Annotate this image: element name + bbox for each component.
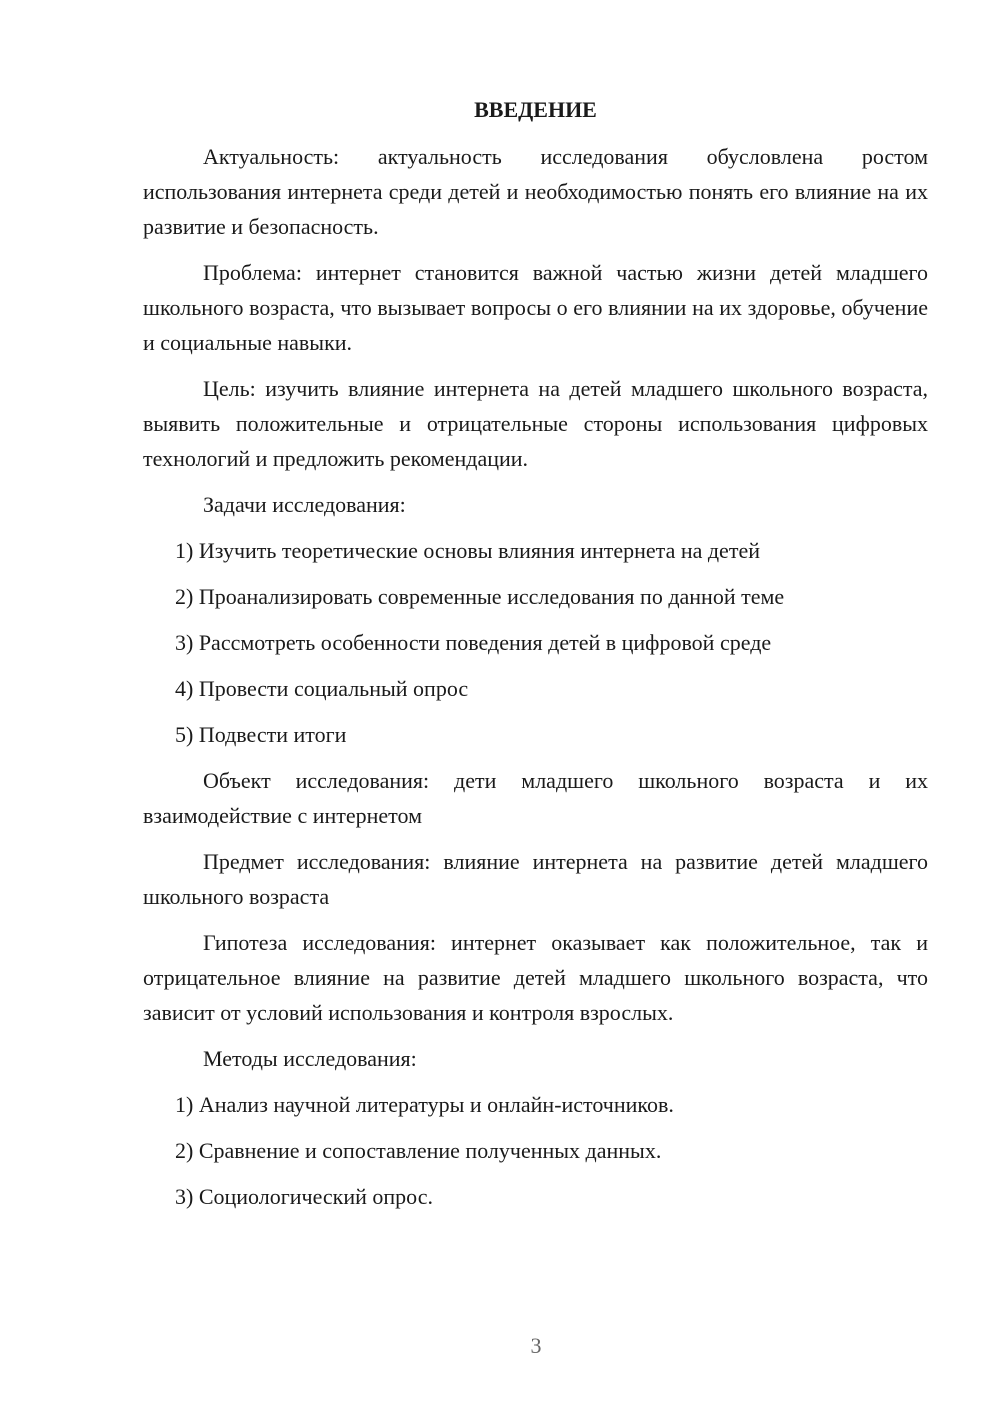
paragraph-relevance: Актуальность: актуальность исследования обусловлена ростом использования интернета среди детей и необходимостью понять его влияние на их развитие и безопасность.	[143, 144, 928, 239]
list-item: 4) Провести социальный опрос	[175, 676, 469, 701]
list-item: 5) Подвести итоги	[175, 722, 347, 747]
page-content	[143, 93, 928, 1225]
paragraph-subject: Предмет исследования: влияние интернета на развитие детей младшего школьного возраста	[143, 849, 928, 909]
paragraph-problem: Проблема: интернет становится важной частью жизни детей младшего школьного возраста, что вызывает вопросы о его влиянии на их здоровье, обучение и социальные навыки.	[143, 260, 928, 355]
section-title: ВВЕДЕНИЕ	[474, 97, 597, 122]
list-item: 2) Проанализировать современные исследования по данной теме	[175, 584, 785, 609]
paragraph-goal: Цель: изучить влияние интернета на детей младшего школьного возраста, выявить положительные и отрицательные стороны использования цифровых технологий и предложить рекомендации.	[143, 376, 928, 471]
paragraph-hypothesis: Гипотеза исследования: интернет оказывает как положительное, так и отрицательное влияние на развитие детей младшего школьного возраста, что зависит от условий использования и контроля взрослых.	[143, 930, 928, 1025]
tasks-heading: Задачи исследования:	[203, 492, 406, 517]
list-item: 1) Изучить теоретические основы влияния интернета на детей	[175, 538, 760, 563]
methods-list	[143, 1087, 928, 1214]
list-item: 1) Анализ научной литературы и онлайн-источников.	[175, 1092, 674, 1117]
list-item: 3) Социологический опрос.	[175, 1184, 433, 1209]
list-item: 2) Сравнение и сопоставление полученных данных.	[175, 1138, 662, 1163]
tasks-list	[143, 533, 928, 752]
paragraph-object: Объект исследования: дети младшего школьного возраста и их взаимодействие с интернетом	[143, 768, 928, 828]
list-item: 3) Рассмотреть особенности поведения детей в цифровой среде	[175, 630, 772, 655]
methods-heading: Методы исследования:	[203, 1046, 417, 1071]
page-number: 3	[530, 1333, 542, 1358]
